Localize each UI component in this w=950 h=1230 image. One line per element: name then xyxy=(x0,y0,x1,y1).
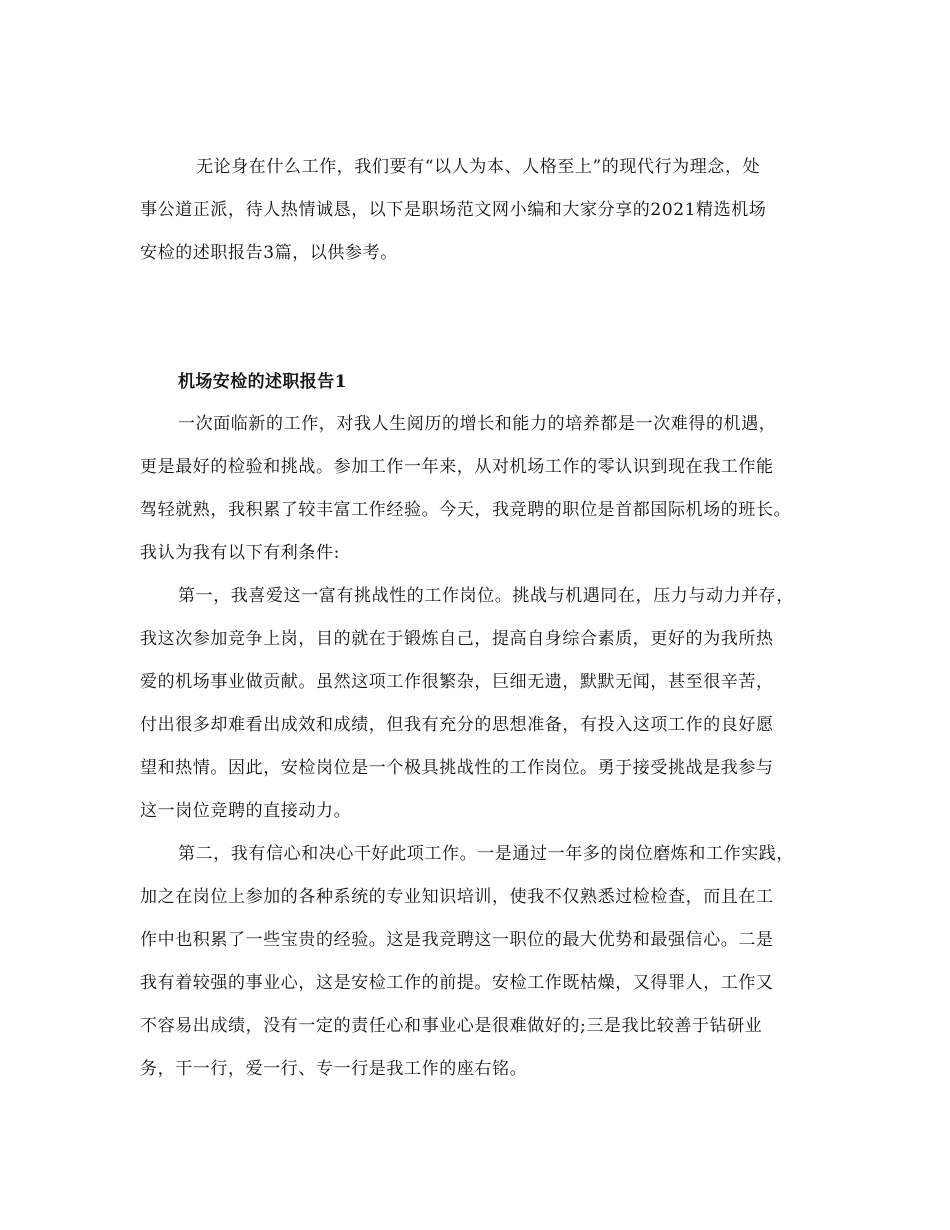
paragraph-2-line-1: 第一，我喜爱这一富有挑战性的工作岗位。挑战与机遇同在，压力与动力并存， xyxy=(178,586,794,606)
paragraph-1-line-3: 驾轻就熟，我积累了较丰富工作经验。今天，我竞聘的职位是首都国际机场的班长。 xyxy=(140,500,792,520)
section-title: 机场安检的述职报告1 xyxy=(178,372,347,392)
paragraph-2-line-2: 我这次参加竞争上岗，目的就在于锻炼自己，提高自身综合素质，更好的为我所热 xyxy=(140,629,774,649)
paragraph-1-line-4: 我认为我有以下有利条件: xyxy=(140,543,340,563)
paragraph-3-line-3: 作中也积累了一些宝贵的经验。这是我竞聘这一职位的最大优势和最强信心。二是 xyxy=(140,930,774,950)
paragraph-2-line-4: 付出很多却难看出成效和成绩，但我有充分的思想准备，有投入这项工作的良好愿 xyxy=(140,715,774,735)
paragraph-3-line-5: 不容易出成绩，没有一定的责任心和事业心是很难做好的;三是我比较善于钻研业 xyxy=(140,1016,763,1036)
paragraph-3-line-4: 我有着较强的事业心，这是安检工作的前提。安检工作既枯燥，又得罪人，工作又 xyxy=(140,973,774,993)
intro-line-3: 安检的述职报告3篇，以供参考。 xyxy=(140,243,398,263)
intro-line-1: 无论身在什么工作，我们要有“以人为本、人格至上”的现代行为理念，处 xyxy=(196,157,761,177)
paragraph-1-line-1: 一次面临新的工作，对我人生阅历的增长和能力的培养都是一次难得的机遇， xyxy=(178,414,777,434)
paragraph-2-line-6: 这一岗位竞聘的直接动力。 xyxy=(140,801,352,821)
paragraph-3-line-1: 第二，我有信心和决心干好此项工作。一是通过一年多的岗位磨炼和工作实践， xyxy=(178,844,794,864)
paragraph-1-line-2: 更是最好的检验和挑战。参加工作一年来，从对机场工作的零认识到现在我工作能 xyxy=(140,457,774,477)
paragraph-3-line-6: 务，干一行，爱一行、专一行是我工作的座右铭。 xyxy=(140,1059,528,1079)
paragraph-3-line-2: 加之在岗位上参加的各种系统的专业知识培训，使我不仅熟悉过检检查，而且在工 xyxy=(140,887,774,907)
paragraph-2-line-3: 爱的机场事业做贡献。虽然这项工作很繁杂，巨细无遗，默默无闻，甚至很辛苦， xyxy=(140,672,774,692)
paragraph-2-line-5: 望和热情。因此，安检岗位是一个极具挑战性的工作岗位。勇于接受挑战是我参与 xyxy=(140,758,774,778)
intro-line-2: 事公道正派，待人热情诚恳，以下是职场范文网小编和大家分享的2021精选机场 xyxy=(140,200,767,220)
